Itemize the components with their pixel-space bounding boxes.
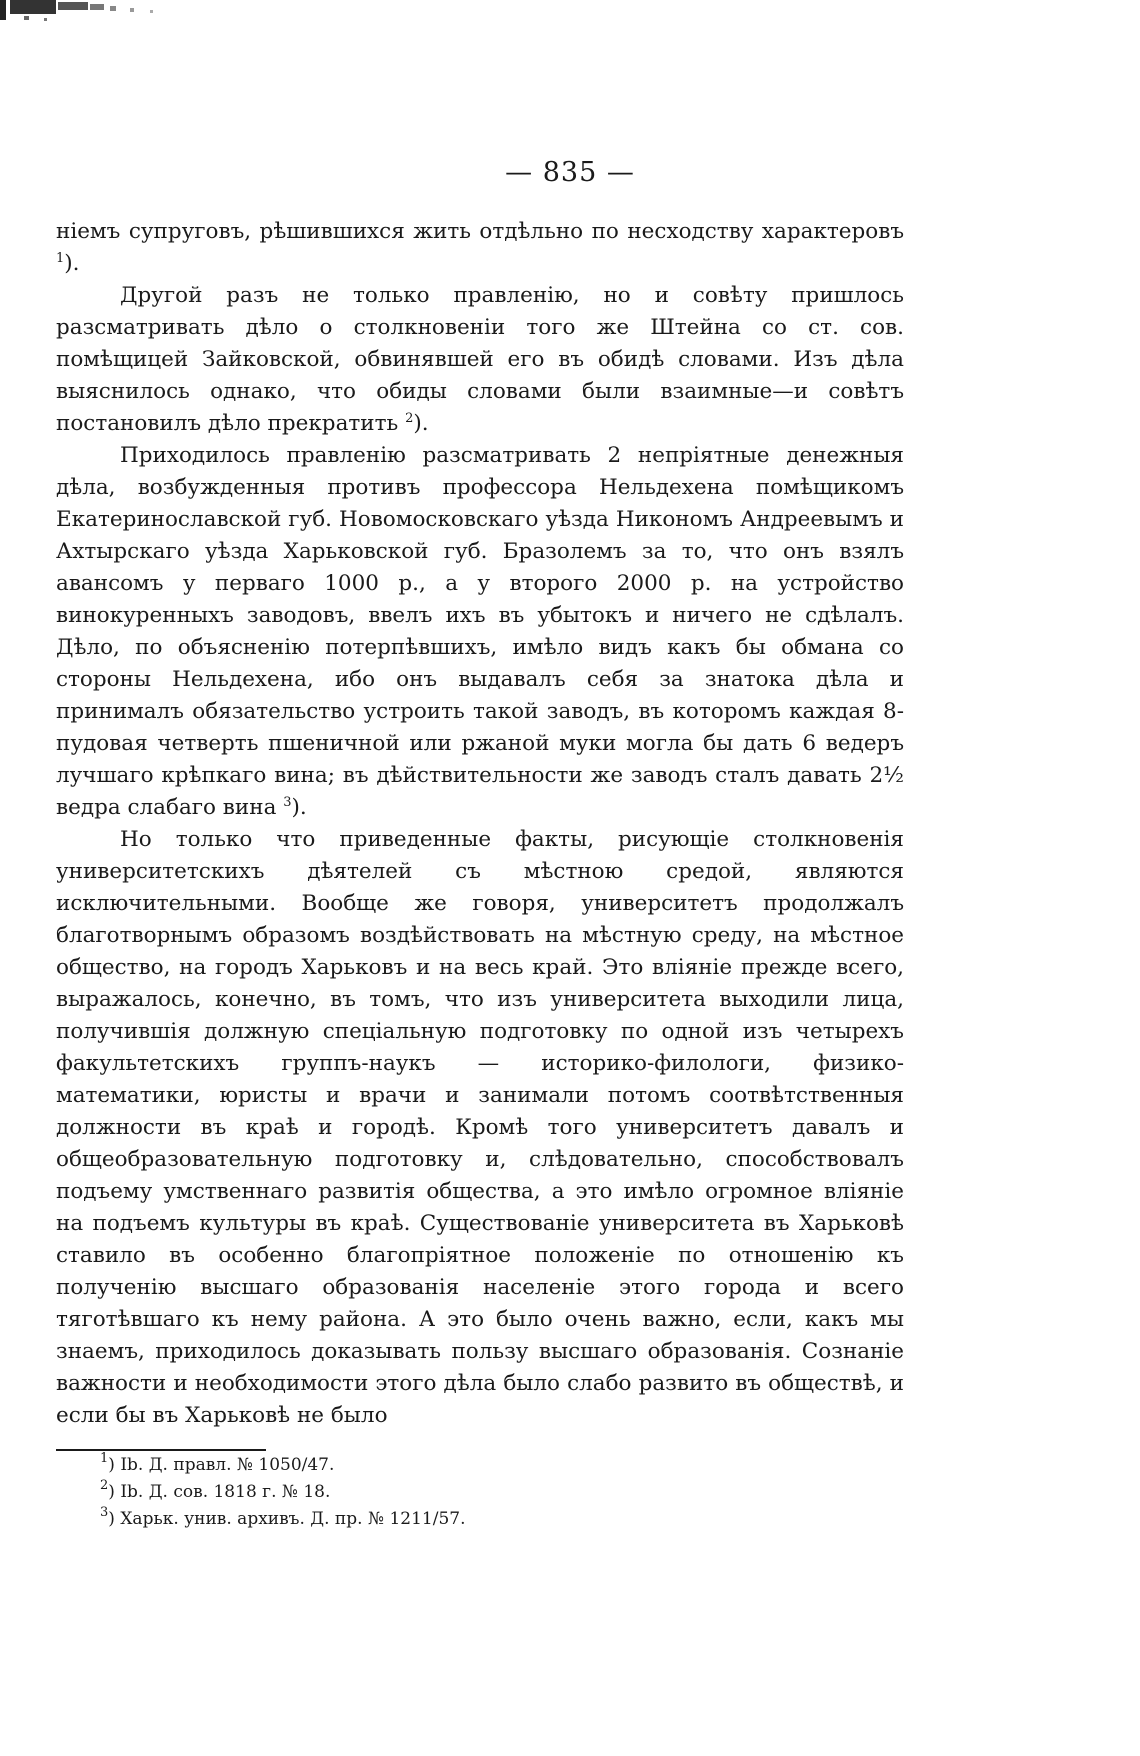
footnote-text: Харьк. унив. архивъ. Д. пр. № 1211/57. — [120, 1509, 466, 1529]
paragraph-tail: . — [72, 251, 80, 276]
footnote-divider — [56, 1449, 266, 1451]
footnote-text: Іb. Д. правл. № 1050/47. — [120, 1455, 335, 1475]
paragraph: Приходилось правленію разсматривать 2 непріятные денежныя дѣла, возбужденныя противъ профессора Нельдехена помѣщикомъ Екатеринославской губ. Новомосковскаго уѣзда Никономъ Андреевымъ и Ахтырскаго уѣзда Харьковской губ. Бразолемъ за то, что онъ взялъ авансомъ у перваго 1000 р., а у второго 2000 р. на устройство винокуренныхъ заводовъ, ввелъ ихъ въ убытокъ и ничего не сдѣлалъ. Дѣло, по объясненію потерпѣвшихъ, имѣло видъ какъ бы обмана со стороны Нельдехена, ибо онъ выдавалъ себя за знатока дѣла и принималъ обязательство устроить такой заводъ, въ которомъ каждая 8-пудовая четверть пшеничной или ржаной муки могла бы дать 6 ведеръ лучшаго крѣпкаго вина; въ дѣйствительности же заводъ сталъ давать 2½ ведра слабаго вина $^3$). — [56, 443, 904, 820]
footnote: $^1$) Іb. Д. правл. № 1050/47. — [100, 1451, 335, 1475]
footnote: $^3$) Харьк. унив. архивъ. Д. пр. № 1211/57. — [100, 1505, 466, 1529]
footnote-reference[interactable]: 3 — [283, 795, 292, 810]
scan-artifact — [0, 0, 170, 34]
paragraph-text: ніемъ супруговъ, рѣшившихся жить отдѣльно по несходству характеровъ — [56, 219, 904, 244]
paragraph: Другой разъ не только правленію, но и совѣту пришлось разсматривать дѣло о столкновеніи того же Штейна со ст. сов. помѣщицей Зайковской, обвинявшей его въ обидѣ словами. Изъ дѣла выяснилось однако, что обиды словами были взаимные—и совѣтъ постановилъ дѣло прекратить $^2$). — [56, 283, 904, 436]
footnote-mark: 1 — [100, 1451, 109, 1466]
paragraph-text: Приходилось правленію разсматривать 2 непріятные денежныя дѣла, возбужденныя противъ профессора Нельдехена помѣщикомъ Екатеринославской губ. Новомосковскаго уѣзда Никономъ Андреевымъ и Ахтырскаго уѣзда Харьковской губ. Бразолемъ за то, что онъ взялъ авансомъ у перваго 1000 р., а у второго 2000 р. на устройство винокуренныхъ заводовъ, ввелъ ихъ въ убытокъ и ничего не сдѣлалъ. Дѣло, по объясненію потерпѣвшихъ, имѣло видъ какъ бы обмана со стороны Нельдехена, ибо онъ выдавалъ себя за знатока дѣла и принималъ обязательство устроить такой заводъ, въ которомъ каждая 8-пудовая четверть пшеничной или ржаной муки могла бы дать 6 ведеръ лучшаго крѣпкаго вина; въ дѣйствительности же заводъ сталъ давать 2½ ведра слабаго вина — [56, 443, 904, 820]
footnote-mark: 2 — [100, 1478, 109, 1493]
footnote-reference[interactable]: 2 — [405, 411, 414, 426]
paragraph — [56, 824, 904, 1432]
page-number: — 835 — — [505, 157, 635, 188]
footnote-mark: 3 — [100, 1505, 109, 1520]
footnote-reference[interactable]: 1 — [56, 251, 65, 266]
paragraph-text: Но только что приведенные факты, рисующіе столкновенія университетскихъ дѣятелей съ мѣстною средой, являются исключительными. Вообще же говоря, университетъ продолжалъ благотворнымъ образомъ воздѣйствовать на мѣстную среду, на мѣстное общество, на городъ Харьковъ и на весь край. Это вліяніе прежде всего, выражалось, конечно, въ томъ, что изъ университета выходили лица, получившія должную спеціальную подготовку по одной изъ четырехъ факультетскихъ группъ-наукъ — историко-филологи, физико-математики, юристы и врачи и занимали потомъ соотвѣтственныя должности въ краѣ и городѣ. Кромѣ того университетъ давалъ и общеобразовательную подготовку и, слѣдовательно, способствовалъ подъему умственнаго развитія общества, а это имѣло огромное вліяніе на подъемъ культуры въ краѣ. Существованіе университета въ Харьковѣ ставило въ особенно благопріятное положеніе по отношенію къ полученію высшаго образованія населеніе этого города и всего тяготѣвшаго къ нему района. А это было очень важно, если, какъ мы знаемъ, приходилось доказывать пользу высшаго образованія. Сознаніе важности и необходимости этого дѣла было слабо развито въ обществѣ, и если бы въ Харьковѣ не было — [56, 827, 904, 1428]
paragraph-tail: . — [299, 795, 307, 820]
paragraph-text: Другой разъ не только правленію, но и совѣту пришлось разсматривать дѣло о столкновеніи того же Штейна со ст. сов. помѣщицей Зайковской, обвинявшей его въ обидѣ словами. Изъ дѣла выяснилось однако, что обиды словами были взаимные—и совѣтъ постановилъ дѣло прекратить — [56, 283, 904, 436]
body-text — [56, 216, 904, 1432]
footnotes — [100, 1452, 800, 1533]
paragraph: ніемъ супруговъ, рѣшившихся жить отдѣльно по несходству характеровъ $^1$). — [56, 219, 904, 276]
paragraph-tail: . — [421, 411, 429, 436]
footnote: $^2$) Іb. Д. сов. 1818 г. № 18. — [100, 1478, 331, 1502]
footnote-text: Іb. Д. сов. 1818 г. № 18. — [120, 1482, 331, 1502]
